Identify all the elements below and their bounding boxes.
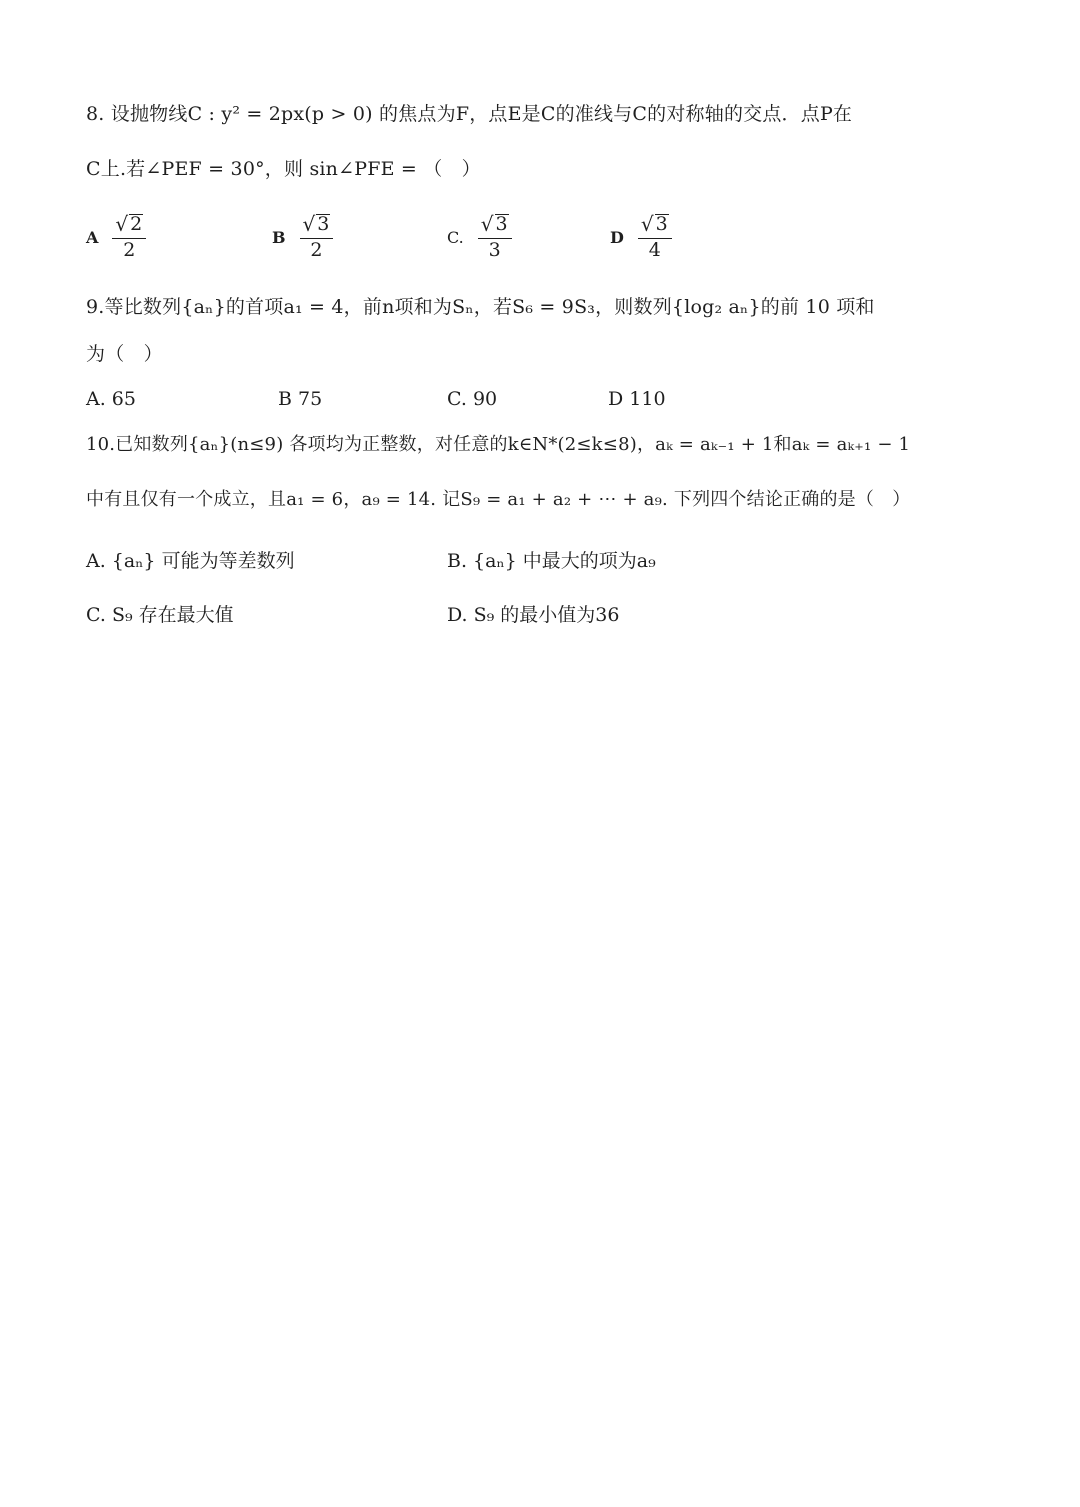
q10-stem-line1: 10.已知数列{aₙ}(n≤9) 各项均为正整数，对任意的k∈N*(2≤k≤8)，aₖ = aₖ₋₁ + 1和aₖ = aₖ₊₁ − 1 <box>86 434 911 455</box>
q10-option-a: A. {aₙ} 可能为等差数列 <box>86 550 295 572</box>
q8-stem-line2: C上.若∠PEF = 30°，则 sin∠PFE = （ ） <box>86 158 481 180</box>
q8-option-c-label: C. <box>447 227 464 247</box>
q8-option-d-denominator: 4 <box>648 238 661 261</box>
q8-option-c-denominator: 3 <box>488 238 501 261</box>
q9-option-a: A. 65 <box>86 388 136 410</box>
q8-option-b <box>272 214 333 261</box>
q8-option-b-radicand: 3 <box>317 213 330 235</box>
q8-stem-line1: 8. 设抛物线C : y² = 2px(p > 0) 的焦点为F，点E是C的准线与C的对称轴的交点．点P在 <box>86 103 853 125</box>
q8-option-c-fraction: √ 3 3 <box>478 214 512 261</box>
q9-stem-line2: 为（ ） <box>86 343 163 365</box>
q8-option-a-denominator: 2 <box>123 238 136 261</box>
q8-option-d-fraction: √ 3 4 <box>638 214 672 261</box>
q8-option-d-label: D <box>610 227 624 247</box>
q8-option-b-fraction: √ 3 2 <box>300 214 334 261</box>
q8-option-a <box>86 214 146 261</box>
q8-option-a-radicand: 2 <box>130 213 143 235</box>
q9-option-d: D 110 <box>608 388 666 410</box>
q8-option-a-fraction: √ 2 2 <box>112 214 146 261</box>
q10-option-c: C. S₉ 存在最大值 <box>86 604 234 626</box>
q8-option-d <box>610 214 672 261</box>
q9-option-c: C. 90 <box>447 388 498 410</box>
q8-option-a-label: A <box>86 227 99 247</box>
q8-option-d-radicand: 3 <box>655 213 668 235</box>
q10-option-d: D. S₉ 的最小值为36 <box>447 604 620 626</box>
q8-option-b-label: B <box>272 227 286 247</box>
q8-option-c <box>447 214 512 261</box>
q10-stem-line2: 中有且仅有一个成立，且a₁ = 6，a₉ = 14. 记S₉ = a₁ + a₂ + ⋯ + a₉. 下列四个结论正确的是（ ） <box>86 489 911 510</box>
q8-option-c-radicand: 3 <box>495 213 508 235</box>
q8-option-b-denominator: 2 <box>310 238 323 261</box>
q9-option-b: B 75 <box>278 388 323 410</box>
q9-stem-line1: 9.等比数列{aₙ}的首项a₁ = 4，前n项和为Sₙ，若S₆ = 9S₃，则数列{log₂ aₙ}的前 10 项和 <box>86 296 875 318</box>
q10-option-b: B. {aₙ} 中最大的项为a₉ <box>447 550 656 572</box>
